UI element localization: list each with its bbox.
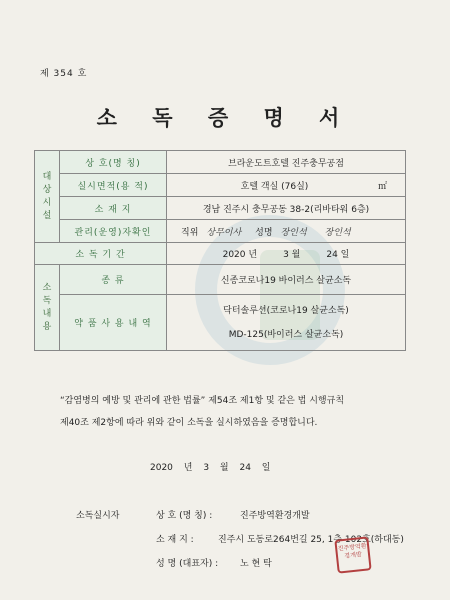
table-row xyxy=(35,243,406,265)
issuer-address-label: 소 재 지 : xyxy=(156,535,194,545)
table-row xyxy=(35,174,406,197)
value-area-cell xyxy=(167,174,406,197)
issuer-company-label: 상 호 (명 칭) : xyxy=(156,511,213,521)
table-row xyxy=(35,151,406,174)
issuer-address-value: 진주시 도동로264번길 25, 1층 102호(하대동) xyxy=(218,535,404,545)
table-row xyxy=(35,197,406,220)
issuer-company-value: 진주방역환경개발 xyxy=(240,511,310,521)
period-day: 24 일 xyxy=(326,250,350,260)
value-address: 경남 진주시 충무공동 38-2(리바타워 6층) xyxy=(167,197,406,220)
document-number: 제 354 호 xyxy=(40,69,88,79)
issuer-rep-label: 성 명 (대표자) : xyxy=(156,559,219,569)
table-row xyxy=(35,220,406,243)
chemical-2: MD-125(바이러스 살균소독) xyxy=(228,329,344,340)
label-type: 종 류 xyxy=(60,265,167,295)
value-type: 신종코로나19 바이러스 살균소독 xyxy=(167,265,406,295)
statement-line-1: “감염병의 예방 및 관리에 관한 법률” 제54조 제1항 및 같은 법 시행규칙 xyxy=(60,396,345,406)
value-manager-cell xyxy=(167,220,406,243)
issuer-title: 소독실시자 xyxy=(76,511,120,521)
issue-date: 2020 년 3 월 24 일 xyxy=(150,463,271,473)
manager-title-label: 직위 xyxy=(181,227,199,238)
certificate-table xyxy=(34,150,406,351)
period-year: 2020 년 xyxy=(222,250,258,260)
table-row xyxy=(35,265,406,295)
value-period-cell xyxy=(167,243,406,265)
manager-name-label: 성명 xyxy=(255,227,273,238)
page-title: 소 독 증 명 서 xyxy=(96,106,354,130)
value-chemicals-cell xyxy=(167,295,406,351)
manager-signature: 장인석 xyxy=(324,227,351,238)
seal-text: 진주방역환경개발 xyxy=(337,542,367,560)
manager-title-value: 상무이사 xyxy=(206,227,242,238)
label-address: 소 재 지 xyxy=(60,197,167,220)
label-chemicals: 약 품 사 용 내 역 xyxy=(60,295,167,351)
period-month: 3 월 xyxy=(283,250,301,260)
table-row xyxy=(35,295,406,351)
label-area: 실시면적(용 적) xyxy=(60,174,167,197)
label-name: 상 호(명 칭) xyxy=(60,151,167,174)
value-name: 브라운도트호텔 진주충무공점 xyxy=(167,151,406,174)
label-period: 소 독 기 간 xyxy=(35,243,167,265)
statement xyxy=(60,390,400,434)
chemical-1: 닥터솔루션(코로나19 살균소독) xyxy=(223,305,349,316)
group-details-label: 소독내용 xyxy=(35,265,60,351)
value-area: 호텔 객실 (76실) xyxy=(240,181,309,192)
group-target-label: 대상시설 xyxy=(35,151,60,243)
label-manager: 관리(운영)자확인 xyxy=(60,220,167,243)
area-unit: ㎡ xyxy=(377,181,387,192)
issuer-rep-value: 노 현 탁 xyxy=(240,559,272,569)
manager-name-value: 장인석 xyxy=(280,227,307,238)
statement-line-2: 제40조 제2항에 따라 위와 같이 소독을 실시하였음을 증명합니다. xyxy=(60,418,318,428)
company-seal xyxy=(334,536,371,573)
